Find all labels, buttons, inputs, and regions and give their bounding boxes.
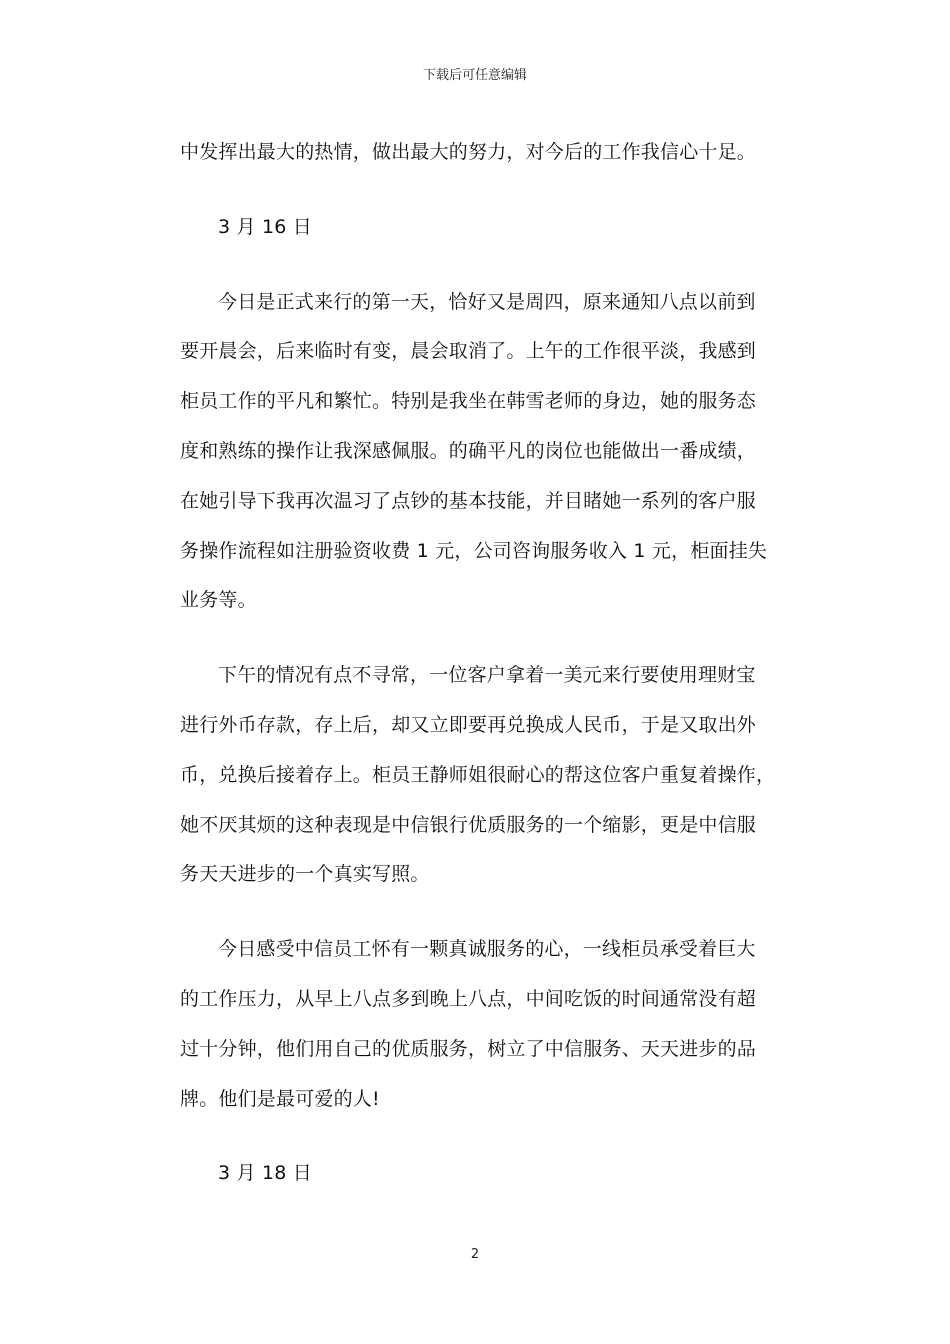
paragraph-line: 务天天进步的一个真实写照。 [180, 863, 430, 886]
paragraph-spacer [180, 900, 770, 925]
document-body [180, 128, 776, 1199]
paragraph-spacer [180, 1124, 770, 1149]
paragraph-spacer [180, 253, 770, 278]
date-heading: 3 月 18 日 [218, 1162, 312, 1185]
page-header: 下载后可任意编辑 [422, 68, 527, 83]
paragraph-line: 今日是正式来行的第一天，恰好又是周四，原来通知八点以前到 [218, 290, 756, 313]
paragraph-line: 牌。他们是最可爱的人! [180, 1087, 380, 1110]
paragraph-line: 进行外币存款，存上后，却又立即要再兑换成人民币，于是又取出外 [180, 713, 757, 736]
page-number: 2 [470, 1247, 480, 1262]
paragraph-line: 今日感受中信员工怀有一颗真诚服务的心，一线柜员承受着巨大 [218, 938, 756, 961]
paragraph-line: 柜员工作的平凡和繁忙。特别是我坐在韩雪老师的身边，她的服务态 [180, 390, 757, 413]
paragraph-line: 下午的情况有点不寻常，一位客户拿着一美元来行要使用理财宝 [218, 664, 756, 687]
paragraph-line: 的工作压力，从早上八点多到晚上八点，中间吃饭的时间通常没有超 [180, 987, 757, 1010]
paragraph-line: 务操作流程如注册验资收费 1 元，公司咨询服务收入 1 元，柜面挂失 [180, 539, 768, 562]
paragraph-line: 业务等。 [180, 589, 257, 612]
paragraph-spacer [180, 178, 770, 203]
paragraph-line: 中发挥出最大的热情，做出最大的努力，对今后的工作我信心十足。 [180, 141, 757, 163]
paragraph-line: 在她引导下我再次温习了点钞的基本技能，并目睹她一系列的客户服 [180, 489, 757, 512]
paragraph-line: 币，兑换后接着存上。柜员王静师姐很耐心的帮这位客户重复着操作， [180, 763, 776, 786]
date-heading: 3 月 16 日 [218, 215, 312, 238]
paragraph-line: 过十分钟，他们用自己的优质服务，树立了中信服务、天天进步的品 [180, 1037, 757, 1060]
paragraph-line: 度和熟练的操作让我深感佩服。的确平凡的岗位也能做出一番成绩， [180, 439, 757, 462]
paragraph-spacer [180, 626, 770, 651]
paragraph-line: 要开晨会，后来临时有变，晨会取消了。上午的工作很平淡，我感到 [180, 340, 757, 363]
paragraph-line: 她不厌其烦的这种表现是中信银行优质服务的一个缩影，更是中信服 [180, 813, 757, 836]
